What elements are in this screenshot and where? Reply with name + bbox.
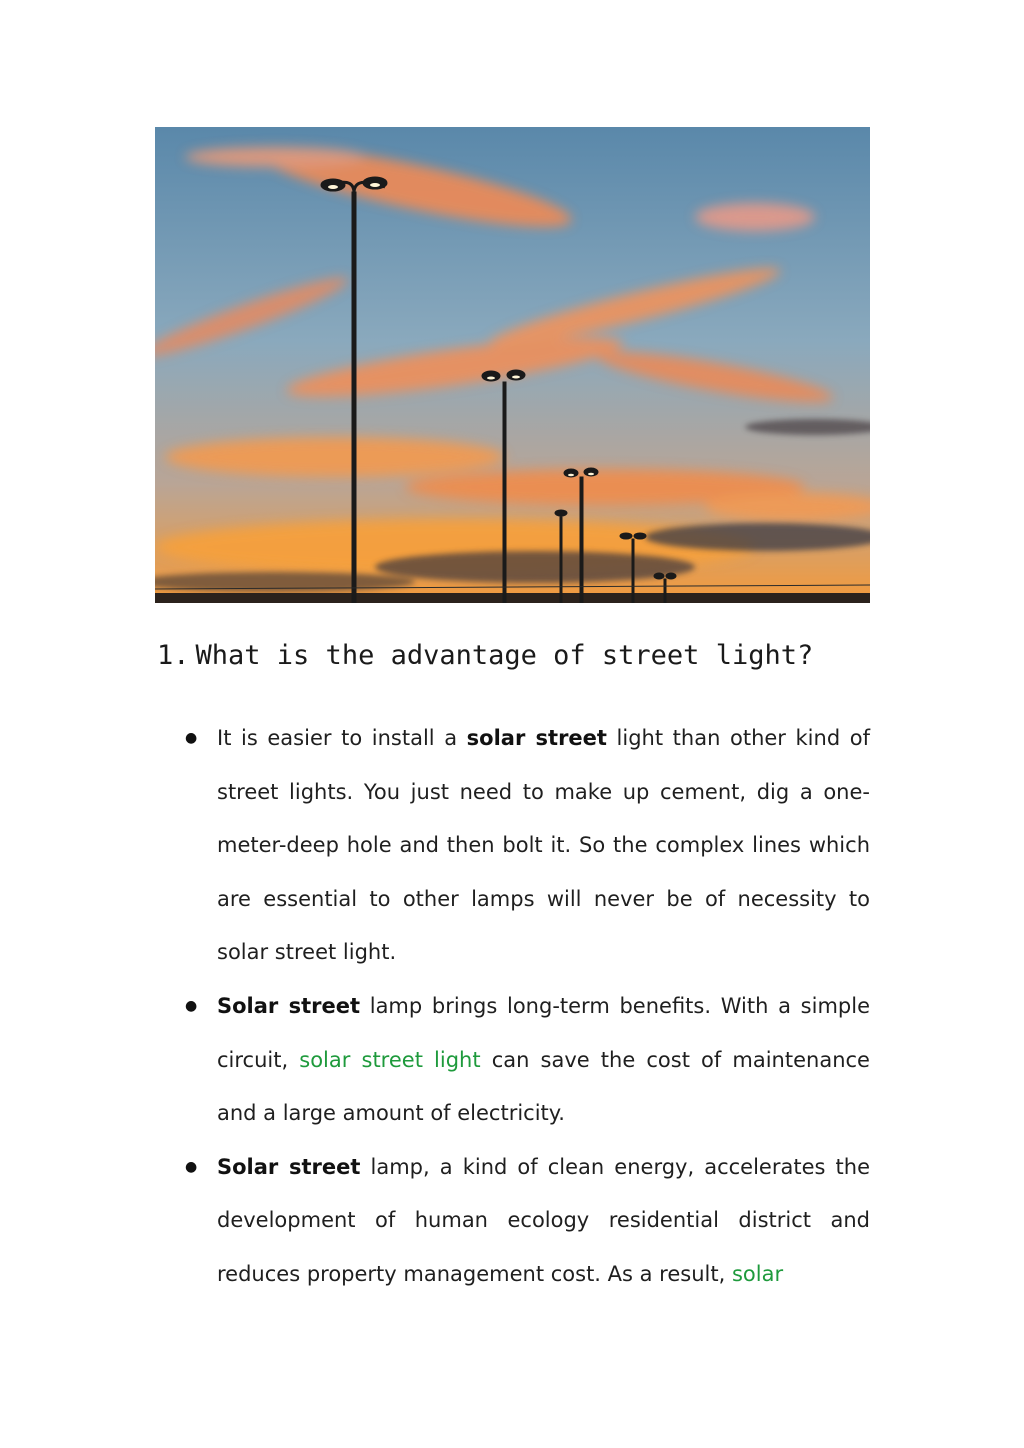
solar-link[interactable]: solar <box>731 1261 784 1286</box>
list-item: ● Solar street lamp, a kind of clean energy, accelerates the development of human ecology residential district and reduces property management cost. As a result, solar <box>155 1141 870 1302</box>
bullet-icon: ● <box>185 997 198 1014</box>
list-item: ● It is easier to install a solar street light than other kind of street lights. You just need to make up cement, dig a one-meter-deep hole and then bolt it. So the complex lines which are essential to other lamps will never be of necessity to solar street light. <box>155 712 870 980</box>
bold-term: Solar street <box>217 1154 361 1179</box>
advantages-list <box>155 712 870 1302</box>
bold-term: solar street <box>466 726 607 750</box>
bullet-icon: ● <box>185 730 198 746</box>
list-item: ● Solar street lamp brings long-term benefits. With a simple circuit, solar street light can save the cost of maintenance and a large amount of electricity. <box>155 980 870 1141</box>
section-heading <box>157 640 877 671</box>
bullet-icon: ● <box>185 1158 198 1175</box>
heading-number: 1. <box>157 640 190 671</box>
street-lights-photo <box>155 127 870 603</box>
solar-street-light-link[interactable]: solar street light <box>299 1047 481 1072</box>
street-lights-illustration <box>155 127 870 603</box>
heading-text: What is the advantage of street light? <box>195 640 814 671</box>
bold-term: Solar street <box>217 993 361 1018</box>
